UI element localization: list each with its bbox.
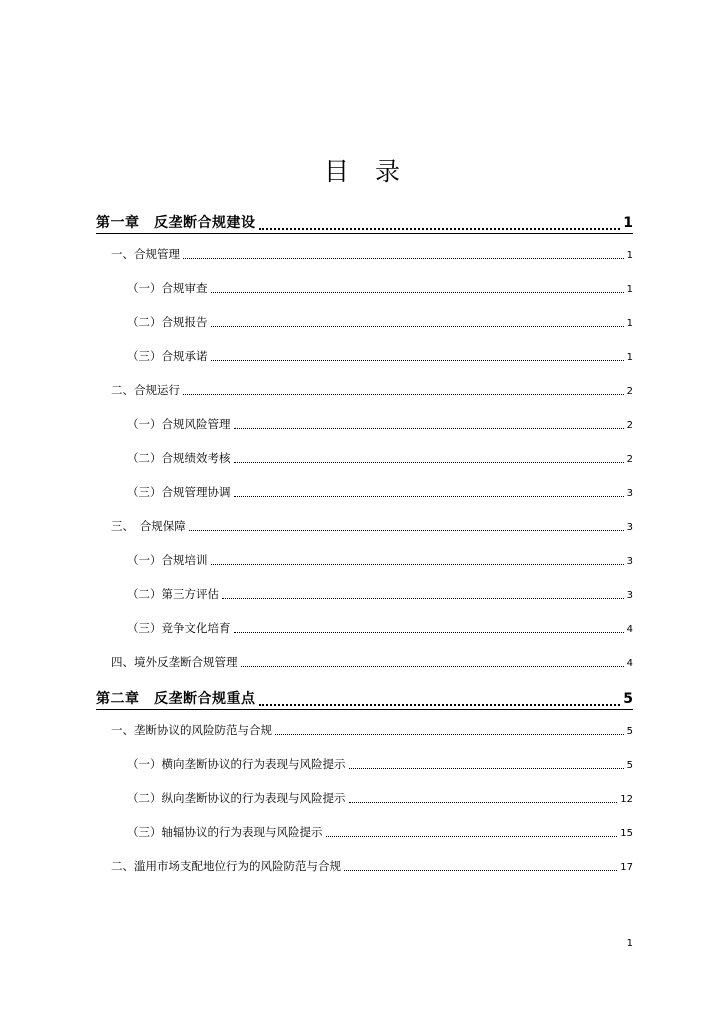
dot-leader	[211, 292, 624, 293]
toc-entry[interactable]	[127, 790, 633, 806]
toc-entry-label: （三）合规承诺	[127, 349, 208, 363]
toc-entry-page: 1	[626, 250, 633, 261]
toc-entry[interactable]	[111, 858, 633, 874]
toc-entry-page: 1	[623, 215, 633, 231]
toc-entry-label: （二）合规绩效考核	[127, 451, 231, 465]
toc-entry-page: 2	[626, 386, 633, 397]
dot-leader	[234, 496, 624, 497]
dot-leader	[259, 228, 621, 230]
toc-entry[interactable]	[111, 654, 633, 670]
toc-entry-label: （二）合规报告	[127, 315, 208, 329]
toc-entry-label: 一、垄断协议的风险防范与合规	[111, 723, 272, 737]
toc-entry[interactable]	[111, 518, 633, 534]
toc-entry[interactable]	[127, 552, 633, 568]
toc-entry[interactable]	[127, 314, 633, 330]
dot-leader	[189, 530, 624, 531]
toc-entry[interactable]	[127, 348, 633, 364]
toc-entry[interactable]	[111, 246, 633, 262]
toc-entry[interactable]	[96, 688, 633, 710]
toc-entry-label: 第二章 反垄断合规重点	[96, 691, 256, 707]
toc-entry-label: （一）合规审查	[127, 281, 208, 295]
page-number: 1	[626, 938, 633, 949]
toc-entry-page: 3	[626, 556, 633, 567]
toc-entry-page: 17	[620, 862, 633, 873]
toc-entry-page: 3	[626, 590, 633, 601]
toc-entry-label: 三、 合规保障	[111, 519, 186, 533]
toc-entry-page: 2	[626, 454, 633, 465]
dot-leader	[211, 360, 624, 361]
toc-entry-page: 4	[626, 658, 633, 669]
dot-leader	[241, 666, 624, 667]
toc-entry-page: 3	[626, 522, 633, 533]
toc-entry[interactable]	[96, 212, 633, 234]
dot-leader	[234, 428, 624, 429]
toc-entry-page: 1	[626, 352, 633, 363]
toc-entry[interactable]	[127, 450, 633, 466]
toc-entry-label: （一）合规风险管理	[127, 417, 231, 431]
toc-entry-label: （一）合规培训	[127, 553, 208, 567]
toc-entry-page: 5	[623, 691, 633, 707]
toc-entry[interactable]	[127, 484, 633, 500]
toc-entry-label: （一）横向垄断协议的行为表现与风险提示	[127, 757, 346, 771]
toc-entry-label: 四、境外反垄断合规管理	[111, 655, 238, 669]
page-title: 目录	[323, 157, 426, 186]
toc-entry[interactable]	[111, 382, 633, 398]
toc-entry[interactable]	[127, 586, 633, 602]
toc-entry-page: 12	[620, 794, 633, 805]
dot-leader	[234, 462, 624, 463]
toc-entry-page: 5	[626, 760, 633, 771]
toc-entry-label: （三）竞争文化培育	[127, 621, 231, 635]
dot-leader	[349, 802, 618, 803]
toc-entry-page: 3	[626, 488, 633, 499]
toc-entry-label: 二、合规运行	[111, 383, 180, 397]
dot-leader	[344, 870, 617, 871]
toc-entry[interactable]	[127, 416, 633, 432]
toc-entry[interactable]	[111, 722, 633, 738]
dot-leader	[234, 632, 624, 633]
toc-entry[interactable]	[127, 824, 633, 840]
toc-entry-label: （三）轴辐协议的行为表现与风险提示	[127, 825, 323, 839]
toc-entry-page: 2	[626, 420, 633, 431]
toc-entry-label: （二）第三方评估	[127, 587, 219, 601]
dot-leader	[259, 704, 621, 706]
toc-entry-label: 一、合规管理	[111, 247, 180, 261]
dot-leader	[275, 734, 624, 735]
toc-entry-label: （二）纵向垄断协议的行为表现与风险提示	[127, 791, 346, 805]
toc-entry-label: 第一章 反垄断合规建设	[96, 215, 256, 231]
toc-entry[interactable]	[127, 620, 633, 636]
dot-leader	[326, 836, 618, 837]
toc-entry-label: 二、滥用市场支配地位行为的风险防范与合规	[111, 859, 341, 873]
toc-entry-page: 5	[626, 726, 633, 737]
dot-leader	[183, 258, 624, 259]
dot-leader	[211, 564, 624, 565]
dot-leader	[211, 326, 624, 327]
dot-leader	[349, 768, 624, 769]
dot-leader	[222, 598, 624, 599]
dot-leader	[183, 394, 624, 395]
toc-entry-label: （三）合规管理协调	[127, 485, 231, 499]
toc-entry[interactable]	[127, 756, 633, 772]
toc-entry-page: 1	[626, 318, 633, 329]
toc-entry-page: 15	[620, 828, 633, 839]
toc-entry-page: 1	[626, 284, 633, 295]
toc-entry-page: 4	[626, 624, 633, 635]
toc-entry[interactable]	[127, 280, 633, 296]
